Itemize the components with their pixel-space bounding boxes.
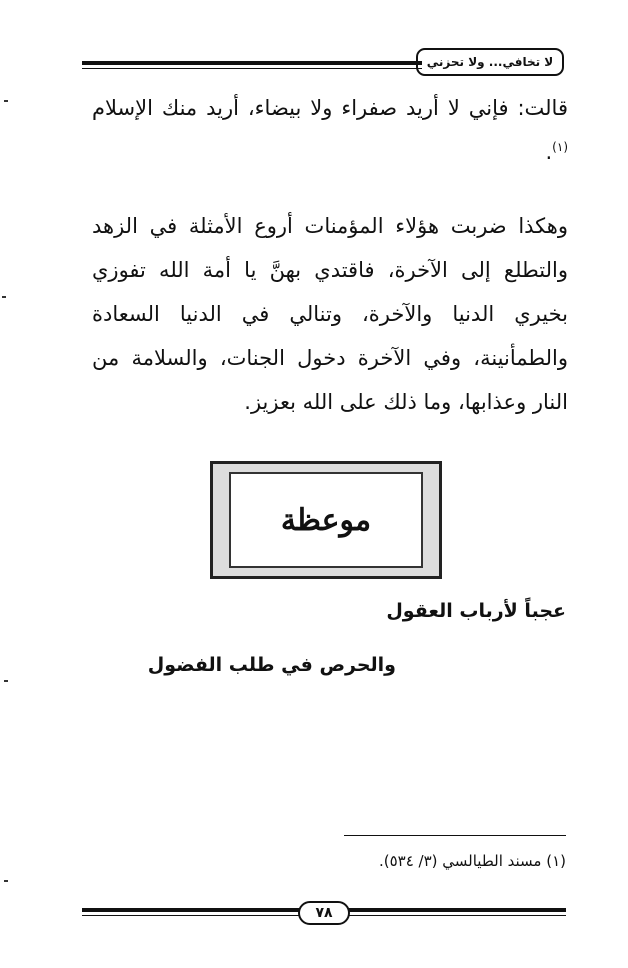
verse-line-1: عجباً لأرباب العقول [386,600,566,622]
margin-speck [4,100,8,102]
margin-speck [4,680,8,682]
ornament-inner-frame [229,472,423,568]
footnote-rule [344,835,566,836]
footnote-reference: (١) [552,140,568,154]
page-number: ٧٨ [298,901,350,925]
margin-speck [2,296,6,298]
running-title: لا تخافي... ولا تحزني [416,48,564,76]
paragraph-1-text: قالت: فإني لا أريد صفراء ولا بيضاء، أريد منك الإسلام [92,96,568,120]
header-rule-thick [82,61,422,65]
header-rule-thin [82,68,422,69]
paragraph-2: وهكذا ضربت هؤلاء المؤمنات أروع الأمثلة في الزهد والتطلع إلى الآخرة، فاقتدي بهنَّ يا أمة الله تفوزي بخيري الدنيا والآخرة، وتنالي في الدنيا السعادة والطمأنينة، وفي الآخرة دخول الجنات، والسلامة من النار وعذابها، وما ذلك على الله بعزيز. [92,214,568,414]
paragraph-1-end: . [545,140,553,164]
body-text [92,86,568,424]
footnote-text: (١) مسند الطيالسي (٣/ ٥٣٤). [378,852,566,870]
paragraph-1 [92,86,568,174]
ornament-frame [210,461,442,579]
ornament-title: موعظة [280,502,372,538]
margin-speck [4,880,8,882]
verse-line-2: والحرص في طلب الفضول [147,654,396,676]
